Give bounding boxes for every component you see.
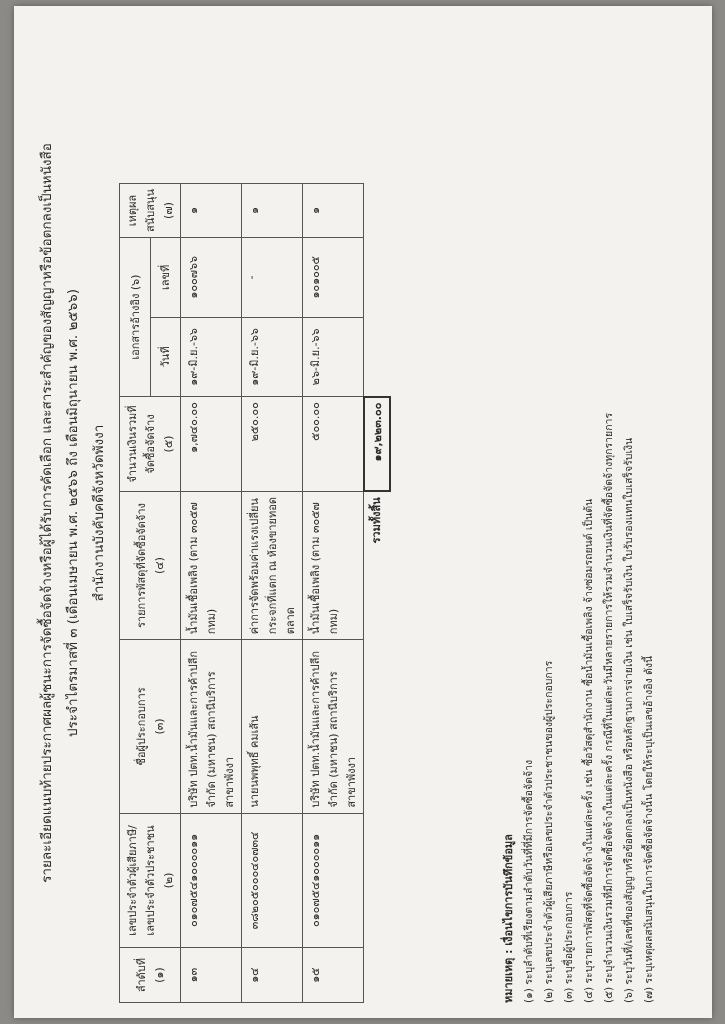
title-line-2: ประจำไตรมาสที่ ๓ (เดือนเมษายน พ.ศ. ๒๕๖๖ ถึง เดือนมิถุนายน พ.ศ. ๒๕๖๖) [65, 288, 81, 738]
header-ref: เอกสารอ้างอิง (๖) [120, 238, 151, 397]
note-item: (๖) ระบุวันที่/เลขที่ของสัญญาหรือข้อตกลงเป็นหนังสือ หรือหลักฐานการจ่ายเงิน เช่น ใบเสร็จรับเงิน ใบรับรองแทนใบเสร็จรับเงิน [623, 437, 635, 1003]
cell-date: ๑๙-มิ.ย.-๖๖ [181, 317, 242, 397]
cell-date: ๑๙-มิ.ย.-๖๖ [242, 317, 303, 397]
note-item: (๔) ระบุรายการพัสดุที่จัดซื้อจัดจ้างในแต่ละครั้ง เช่น ซื้อวัสดุสำนักงาน ซื้อน้ำมันเชื้อเพลิง จ้างซ่อมรถยนต์ เป็นต้น [583, 498, 595, 1003]
cell-seq: ๑๓ [181, 948, 242, 1003]
table-row [242, 184, 303, 1003]
cell-amount: ๒๕๐.๐๐ [242, 397, 303, 492]
cell-vendor: นายนพพุทธิ์ คมเส้น [242, 640, 303, 813]
cell-seq: ๑๕ [303, 948, 364, 1003]
header-item: รายการพัสดุที่จัดซื้อจัดจ้าง (๔) [120, 491, 181, 639]
header-seq: ลำดับที่ (๑) [120, 948, 181, 1003]
note-item: (๑) ระบุลำดับที่เรียงตามลำดับวันที่ที่มีการจัดซื้อจัดจ้าง [523, 759, 535, 1003]
cell-no: - [242, 238, 303, 318]
cell-no: ๑๐๑๐๐๕ [303, 238, 364, 318]
total-label: รวมทั้งสิ้น [370, 497, 383, 544]
header-vendor: ชื่อผู้ประกอบการ (๓) [120, 640, 181, 813]
note-item: (๒) ระบุเลขประจำตัวผู้เสียภาษีหรือเลขประจำตัวประชาชนของผู้ประกอบการ [543, 660, 555, 1003]
notes-section [499, 413, 659, 1003]
cell-vendor: บริษัท ปตท.น้ำมันและการค้าปลีก จำกัด (มหาชน) สถานีบริการสาขาพังงา [303, 640, 364, 813]
table-row [303, 184, 364, 1003]
header-row [120, 184, 151, 1003]
title-line-3: สำนักงานบังคับคดีจังหวัดพังงา [91, 424, 107, 602]
rotated-document-content [29, 23, 679, 1003]
cell-reason: ๑ [181, 184, 242, 238]
cell-reason: ๑ [242, 184, 303, 238]
table-row [181, 184, 242, 1003]
header-ref-no: เลขที่ [150, 238, 181, 318]
cell-date: ๒๖-มิ.ย.-๖๖ [303, 317, 364, 397]
cell-no: ๑๐๐๗๖๖ [181, 238, 242, 318]
header-ref-date: วันที่ [150, 317, 181, 397]
total-row [364, 184, 390, 1003]
header-taxid: เลขประจำตัวผู้เสียภาษี/เลขประจำตัวประชาชน (๒) [120, 813, 181, 948]
total-value: ๑๙,๒๒๓.๐๐ [364, 397, 390, 492]
cell-taxid: ๐๑๐๗๕๔๑๐๐๐๐๑๑ [181, 813, 242, 948]
note-item: (๕) ระบุจำนวนเงินรวมที่มีการจัดซื้อจัดจ้างในแต่ละครั้ง กรณีที่ในแต่ละวันมีหลายรายการให้รวมจำนวนเงินที่จัดซื้อจัดจ้างทุกรายการ [603, 412, 615, 1003]
cell-amount: ๕๐๐.๐๐ [303, 397, 364, 492]
title-line-1: รายละเอียดแนบท้ายประกาศผลผู้ชนะการจัดซื้อจัดจ้างหรือผู้ได้รับการคัดเลือก และสาระสำคัญของสัญญาหรือข้อตกลงเป็นหนังสือ [39, 143, 55, 883]
cell-item: น้ำมันเชื้อเพลิง (ตาม ๓๐๕๗ กทม) [303, 491, 364, 639]
cell-seq: ๑๔ [242, 948, 303, 1003]
procurement-table [119, 183, 391, 1003]
note-item: (๓) ระบุชื่อผู้ประกอบการ [563, 891, 575, 1003]
header-amount: จำนวนเงินรวมที่จัดซื้อจัดจ้าง (๕) [120, 397, 181, 492]
cell-vendor: บริษัท ปตท.น้ำมันและการค้าปลีก จำกัด (มหาชน) สถานีบริการสาขาพังงา [181, 640, 242, 813]
notes-heading: หมายเหตุ : เงื่อนไขการบันทึกข้อมูล [502, 834, 515, 1003]
document-header [29, 23, 109, 1003]
cell-amount: ๑,๗๔๐.๐๐ [181, 397, 242, 492]
cell-item: น้ำมันเชื้อเพลิง (ตาม ๓๐๕๗ กทม) [181, 491, 242, 639]
cell-reason: ๑ [303, 184, 364, 238]
cell-item: ค่าการจัดพร้อมค่าแรงเปลี่ยนกระจกที่แตก ณ ห้องขายทอดตลาด [242, 491, 303, 639]
cell-taxid: ๓๘๒๐๕๐๐๐๔๐๗๓๔ [242, 813, 303, 948]
cell-taxid: ๐๑๐๗๕๔๑๐๐๐๐๑๑ [303, 813, 364, 948]
note-item: (๗) ระบุเหตุผลสนับสนุนในการจัดซื้อจัดจ้างนั้น โดยให้ระบุเป็นเลขอ้างอิง ดังนี้ [643, 655, 655, 1003]
header-reason: เหตุผลสนับสนุน (๗) [120, 184, 181, 238]
